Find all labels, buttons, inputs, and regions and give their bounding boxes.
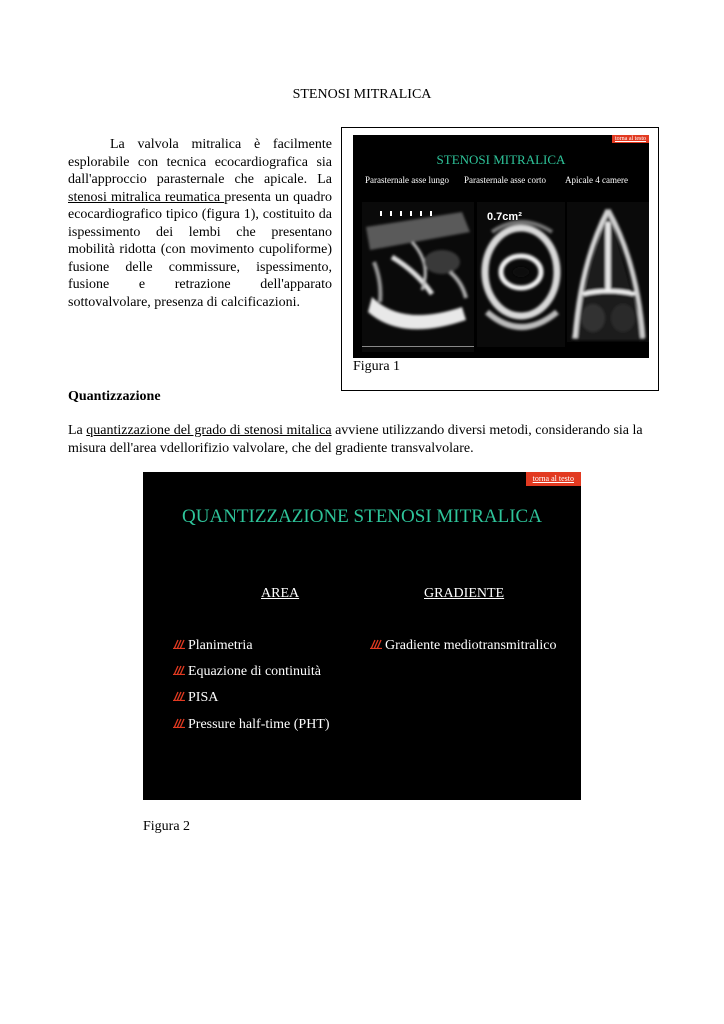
item-label: Gradiente mediotransmitralico [385, 638, 557, 653]
intro-text-end: presenta un quadro ecocardiografico tipico (figura 1), costituito da ispessimento dei lembi che presentano mobilità ridotta (con movimento cupoliforme) fusione delle commissure, ispessimento, fusione e retrazione dell'apparato sottovalvolare, presenza di calcificazioni. [68, 189, 332, 310]
quantizzazione-paragraph [68, 422, 658, 457]
figure-1-caption: Figura 1 [353, 359, 401, 374]
torna-al-testo-link-2[interactable]: torna al testo [526, 472, 581, 486]
section-heading: Quantizzazione [68, 389, 161, 404]
figure-2-title: QUANTIZZAZIONE STENOSI MITRALICA [182, 506, 542, 527]
torna-al-testo-link[interactable]: torna al testo [612, 135, 649, 143]
figure-2-caption: Figura 2 [143, 819, 191, 834]
gradient-item-mediotransmitralico [370, 638, 556, 654]
red-slash-bullet-icon [173, 691, 185, 701]
figure-1-panel [353, 135, 649, 358]
valve-area-label: 0.7cm² [487, 211, 522, 223]
item-label: Planimetria [188, 638, 253, 653]
echo-image-short-axis [477, 202, 565, 347]
area-item-planimetria [173, 638, 253, 654]
view-label-short-axis: Parasternale asse corto [464, 175, 546, 185]
figure-1 [341, 127, 659, 391]
intro-paragraph [68, 136, 332, 311]
item-label: Equazione di continuità [188, 664, 321, 679]
red-slash-bullet-icon [173, 718, 185, 728]
red-slash-bullet-icon [173, 665, 185, 675]
red-slash-bullet-icon [370, 639, 382, 649]
quantizzazione-link[interactable]: quantizzazione del grado di stenosi mitalica [86, 423, 332, 438]
view-label-long-axis: Parasternale asse lungo [365, 175, 449, 185]
quant-text-end: avviene utilizzando diversi metodi, considerando sia la misura dell'area vdellorifizio valvolare, che del gradiente transvalvolare. [68, 423, 643, 456]
stenosi-reumatica-link[interactable]: stenosi mitralica reumatica [68, 189, 225, 205]
intro-text-start: La valvola mitralica è facilmente esplorabile con tecnica ecocardiografica sia dall'approccio parasternale che apicale. La [68, 137, 332, 187]
area-item-equazione [173, 664, 321, 680]
area-item-pisa [173, 690, 218, 706]
quant-text-start: La [68, 423, 87, 438]
item-label: Pressure half-time (PHT) [188, 717, 330, 732]
echo-image-apical [567, 202, 649, 342]
document-title: STENOSI MITRALICA [292, 87, 432, 102]
item-label: PISA [188, 690, 219, 705]
echo-image-long-axis [362, 202, 474, 352]
area-item-pht [173, 717, 330, 733]
figure-2 [143, 472, 581, 800]
red-slash-bullet-icon [173, 639, 185, 649]
figure-1-title: STENOSI MITRALICA [436, 152, 566, 167]
view-label-apical: Apicale 4 camere [565, 175, 628, 185]
gradiente-heading: GRADIENTE [424, 586, 505, 601]
area-heading: AREA [261, 586, 300, 601]
